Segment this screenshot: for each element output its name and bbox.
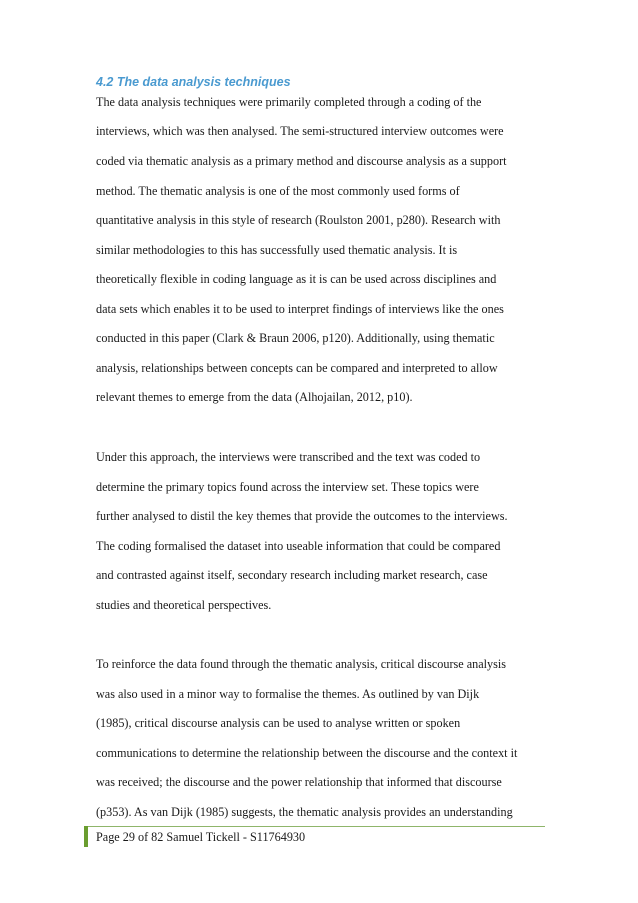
paragraph-3-line-1: To reinforce the data found through the thematic analysis, critical discourse analysis (96, 657, 507, 671)
paragraph-1-line-9: conducted in this paper (Clark & Braun 2006, p120). Additionally, using thematic (96, 331, 495, 345)
paragraph-3-line-2: was also used in a minor way to formalise the themes. As outlined by van Dijk (96, 687, 480, 701)
paragraph-2-line-1: Under this approach, the interviews were transcribed and the text was coded to (96, 450, 481, 464)
paragraph-1-line-2: interviews, which was then analysed. The semi-structured interview outcomes were (96, 124, 504, 138)
paragraph-1-line-4: method. The thematic analysis is one of the most commonly used forms of (96, 184, 460, 198)
paragraph-2-line-3: further analysed to distil the key themes that provide the outcomes to the interviews. (96, 509, 508, 523)
paragraph-3-line-6: (p353). As van Dijk (1985) suggests, the thematic analysis provides an understanding (96, 805, 513, 819)
paragraph-1-line-6: similar methodologies to this has successfully used thematic analysis. It is (96, 243, 458, 257)
paragraph-1-line-5: quantitative analysis in this style of research (Roulston 2001, p280). Research with (96, 213, 501, 227)
paragraph-1-line-3: coded via thematic analysis as a primary method and discourse analysis as a support (96, 154, 507, 168)
paragraph-1-line-10: analysis, relationships between concepts can be compared and interpreted to allow (96, 361, 498, 375)
footer-rule (84, 826, 545, 827)
paragraph-3-line-5: was received; the discourse and the power relationship that informed that discourse (96, 775, 502, 789)
paragraph-2-line-6: studies and theoretical perspectives. (96, 598, 272, 612)
paragraph-2-line-4: The coding formalised the dataset into useable information that could be compared (96, 539, 501, 553)
paragraph-2-line-2: determine the primary topics found across the interview set. These topics were (96, 480, 479, 494)
paragraph-1-line-11: relevant themes to emerge from the data (Alhojailan, 2012, p10). (96, 390, 413, 404)
paragraph-1-line-8: data sets which enables it to be used to interpret findings of interviews like the ones (96, 302, 504, 316)
page-footer: Page 29 of 82 Samuel Tickell - S11764930 (96, 830, 306, 844)
section-heading: 4.2 The data analysis techniques (96, 75, 291, 89)
paragraph-1-line-1: The data analysis techniques were primarily completed through a coding of the (96, 95, 482, 109)
footer-accent-bar (84, 826, 88, 847)
paragraph-3-line-3: (1985), critical discourse analysis can be used to analyse written or spoken (96, 716, 461, 730)
paragraph-2-line-5: and contrasted against itself, secondary research including market research, case (96, 568, 488, 582)
paragraph-1-line-7: theoretically flexible in coding language as it is can be used across disciplines and (96, 272, 497, 286)
paragraph-3-line-4: communications to determine the relationship between the discourse and the context it (96, 746, 518, 760)
